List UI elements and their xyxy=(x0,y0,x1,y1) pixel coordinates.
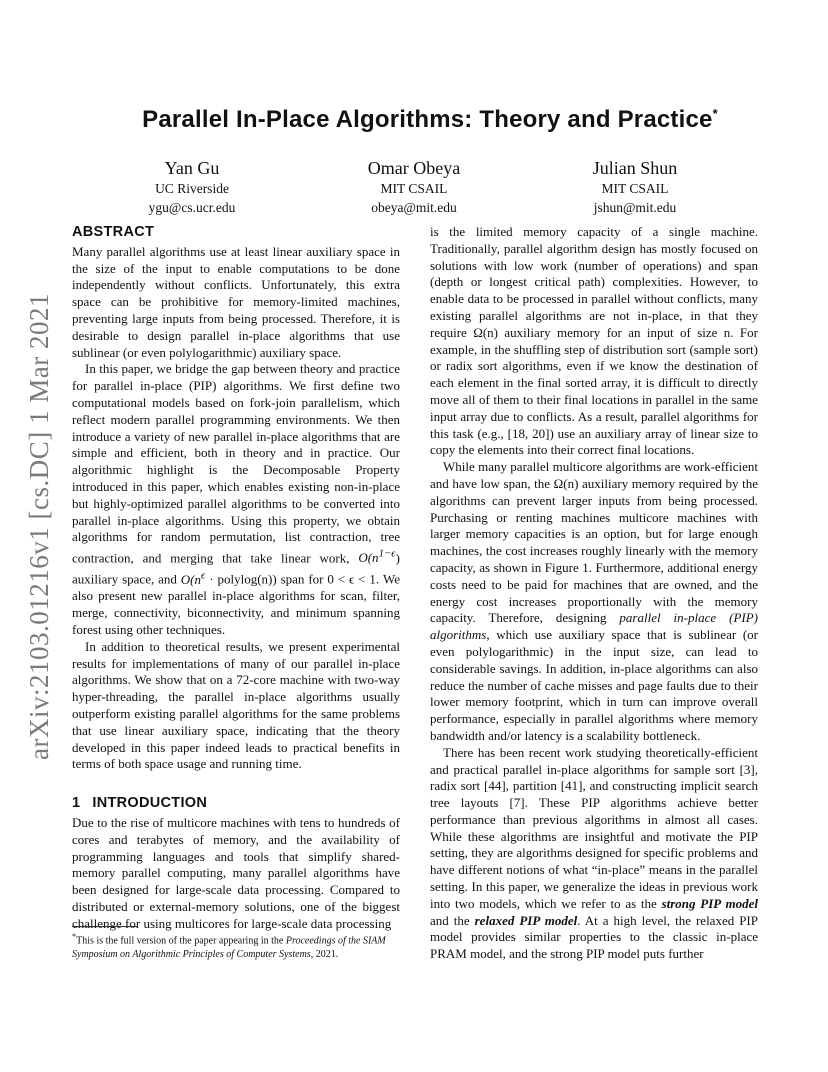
abstract-paragraph: In addition to theoretical results, we present experimental results for implementations of many of our parallel in-place algorithms. We show that on a 72-core machine with two-way hyper-threading, the parallel in-place algorithms usually outperform existing parallel algorithms for the same problems that use linear auxiliary space, indicating that the theory developed in this paper indeed leads to practical benefits in terms of both space usage and running time. xyxy=(72,638,400,772)
body-paragraph: is the limited memory capacity of a single machine. Traditionally, parallel algorithm design has mostly focused on solutions with low work (number of operations) and span (depth or longest critical path) complexities. However, to enable data to be processed in parallel without conflicts, many existing parallel algorithms are not in-place, in that they require Ω(n) auxiliary memory for an input of size n. For example, in the shuffling step of distribution sort (sample sort) or radix sort algorithms, even if we know the destination of each element in the final sorted array, it is difficult to directly move all of them to their final locations in parallel in the same input array due to conflicts. As a result, parallel algorithms for this task (e.g., [18, 20]) use an auxiliary array of linear size to copy the elements into their correct final locations. xyxy=(430,224,758,458)
author-affiliation: MIT CSAIL xyxy=(601,181,669,196)
author-name: Yan Gu xyxy=(164,158,220,178)
left-column xyxy=(72,224,400,933)
author-name: Julian Shun xyxy=(592,158,678,178)
abstract-paragraph: Many parallel algorithms use at least linear auxiliary space in the size of the input to enable computations to be done independently without conflicts. Unfortunately, this extra space can be prohibitive for memory-limited machines, preventing large inputs from being processed. Therefore, it is desirable to design parallel in-place algorithms that use sublinear (or even polylogarithmic) auxiliary space. xyxy=(72,243,400,360)
author-email: ygu@cs.ucr.edu xyxy=(148,200,236,215)
intro-paragraph: Due to the rise of multicore machines with tens to hundreds of cores and terabytes of memory, and the availability of programming languages and tools that simplify shared-memory parallel computing, many parallel algorithms have been designed for large-scale data processing. Compared to distributed or external-memory solutions, one of the biggest challenge for using multicores for large-scale data processing xyxy=(72,814,400,931)
body-paragraph: While many parallel multicore algorithms are work-efficient and have low span, the Ω(n) auxiliary memory required by the algorithms can prevent larger inputs from being processed. Purchasing or renting machines multicore machines with larger memory capacities is an option, but for large enough machines, the cost increases roughly linearly with the memory capacity, as shown in Figure 1. Furthermore, additional energy costs need to be paid for machines that are owned, and the energy cost increases proportionally with the memory capacity. Therefore, designing parallel in-place (PIP) algorithms, which use auxiliary space that is sublinear (or even polylogarithmic) in the input size, can lead to considerable savings. In addition, in-place algorithms can also reduce the number of cache misses and page faults due to their lower memory footprint, which in turn can improve overall performance, especially in parallel algorithms where memory bandwidth and/or latency is a scalability bottleneck. xyxy=(430,459,758,743)
section-heading-introduction: 1 INTRODUCTION xyxy=(72,795,208,812)
author-name: Omar Obeya xyxy=(367,158,461,178)
abstract-heading: ABSTRACT xyxy=(72,224,155,240)
author-block xyxy=(314,157,514,217)
abstract-paragraph: In this paper, we bridge the gap between theory and practice for parallel in-place (PIP) algorithms. We first define two computational models based on fork-join parallelism, which reflect modern parallel programming environments. We then introduce a variety of new parallel in-place algorithms that are simple and efficient, both in theory and in practice. Our algorithmic highlight is the Decomposable Property introduced in this paper, which enables existing non-in-place but highly-optimized parallel algorithms to be converted into parallel in-place algorithms. Using this property, we obtain algorithms for random permutation, list contraction, tree contraction, and merging that take linear work, $O(n^{1-\epsilon})$ auxiliary space, and $O(n^\epsilon$ · polylog(n)) span for 0 < ϵ < 1. We also present new parallel in-place algorithms for scan, filter, merge, connectivity, biconnectivity, and minimum spanning forest using other techniques. xyxy=(72,361,401,637)
footnote: *This is the full version of the paper appearing in the Proceedings of the SIAM Symposium on Algorithmic Principles of Computer Systems, 2021. xyxy=(72,932,386,961)
author-block xyxy=(92,157,292,217)
right-column xyxy=(430,224,758,963)
footnote-divider xyxy=(72,926,138,927)
body-paragraph: There has been recent work studying theoretically-efficient and practical parallel in-place algorithms for sample sort [3], radix sort [44], partition [41], and constructing implicit search tree layouts [7]. These PIP algorithms achieve better performance than previous algorithms in almost all cases. While these algorithms are insightful and motivate the PIP setting, they are algorithms designed for specific problems and have different notions of what “in-place” means in the parallel setting. In this paper, we generalize the ideas in previous work into two models, which we refer to as the strong PIP model and the relaxed PIP model. At a high level, the relaxed PIP model provides similar properties to the classic in-place PRAM model, and the strong PIP model puts further xyxy=(430,744,758,962)
author-affiliation: MIT CSAIL xyxy=(380,181,448,196)
paper-title: Parallel In-Place Algorithms: Theory and Practice* xyxy=(142,106,718,133)
author-email: obeya@mit.edu xyxy=(371,200,457,215)
author-block xyxy=(535,157,735,217)
author-affiliation: UC Riverside xyxy=(155,181,229,196)
arxiv-identifier: arXiv:2103.01216v1 [cs.DC] 1 Mar 2021 xyxy=(24,293,54,760)
author-email: jshun@mit.edu xyxy=(593,200,677,215)
title-footnote-mark: * xyxy=(712,106,718,121)
